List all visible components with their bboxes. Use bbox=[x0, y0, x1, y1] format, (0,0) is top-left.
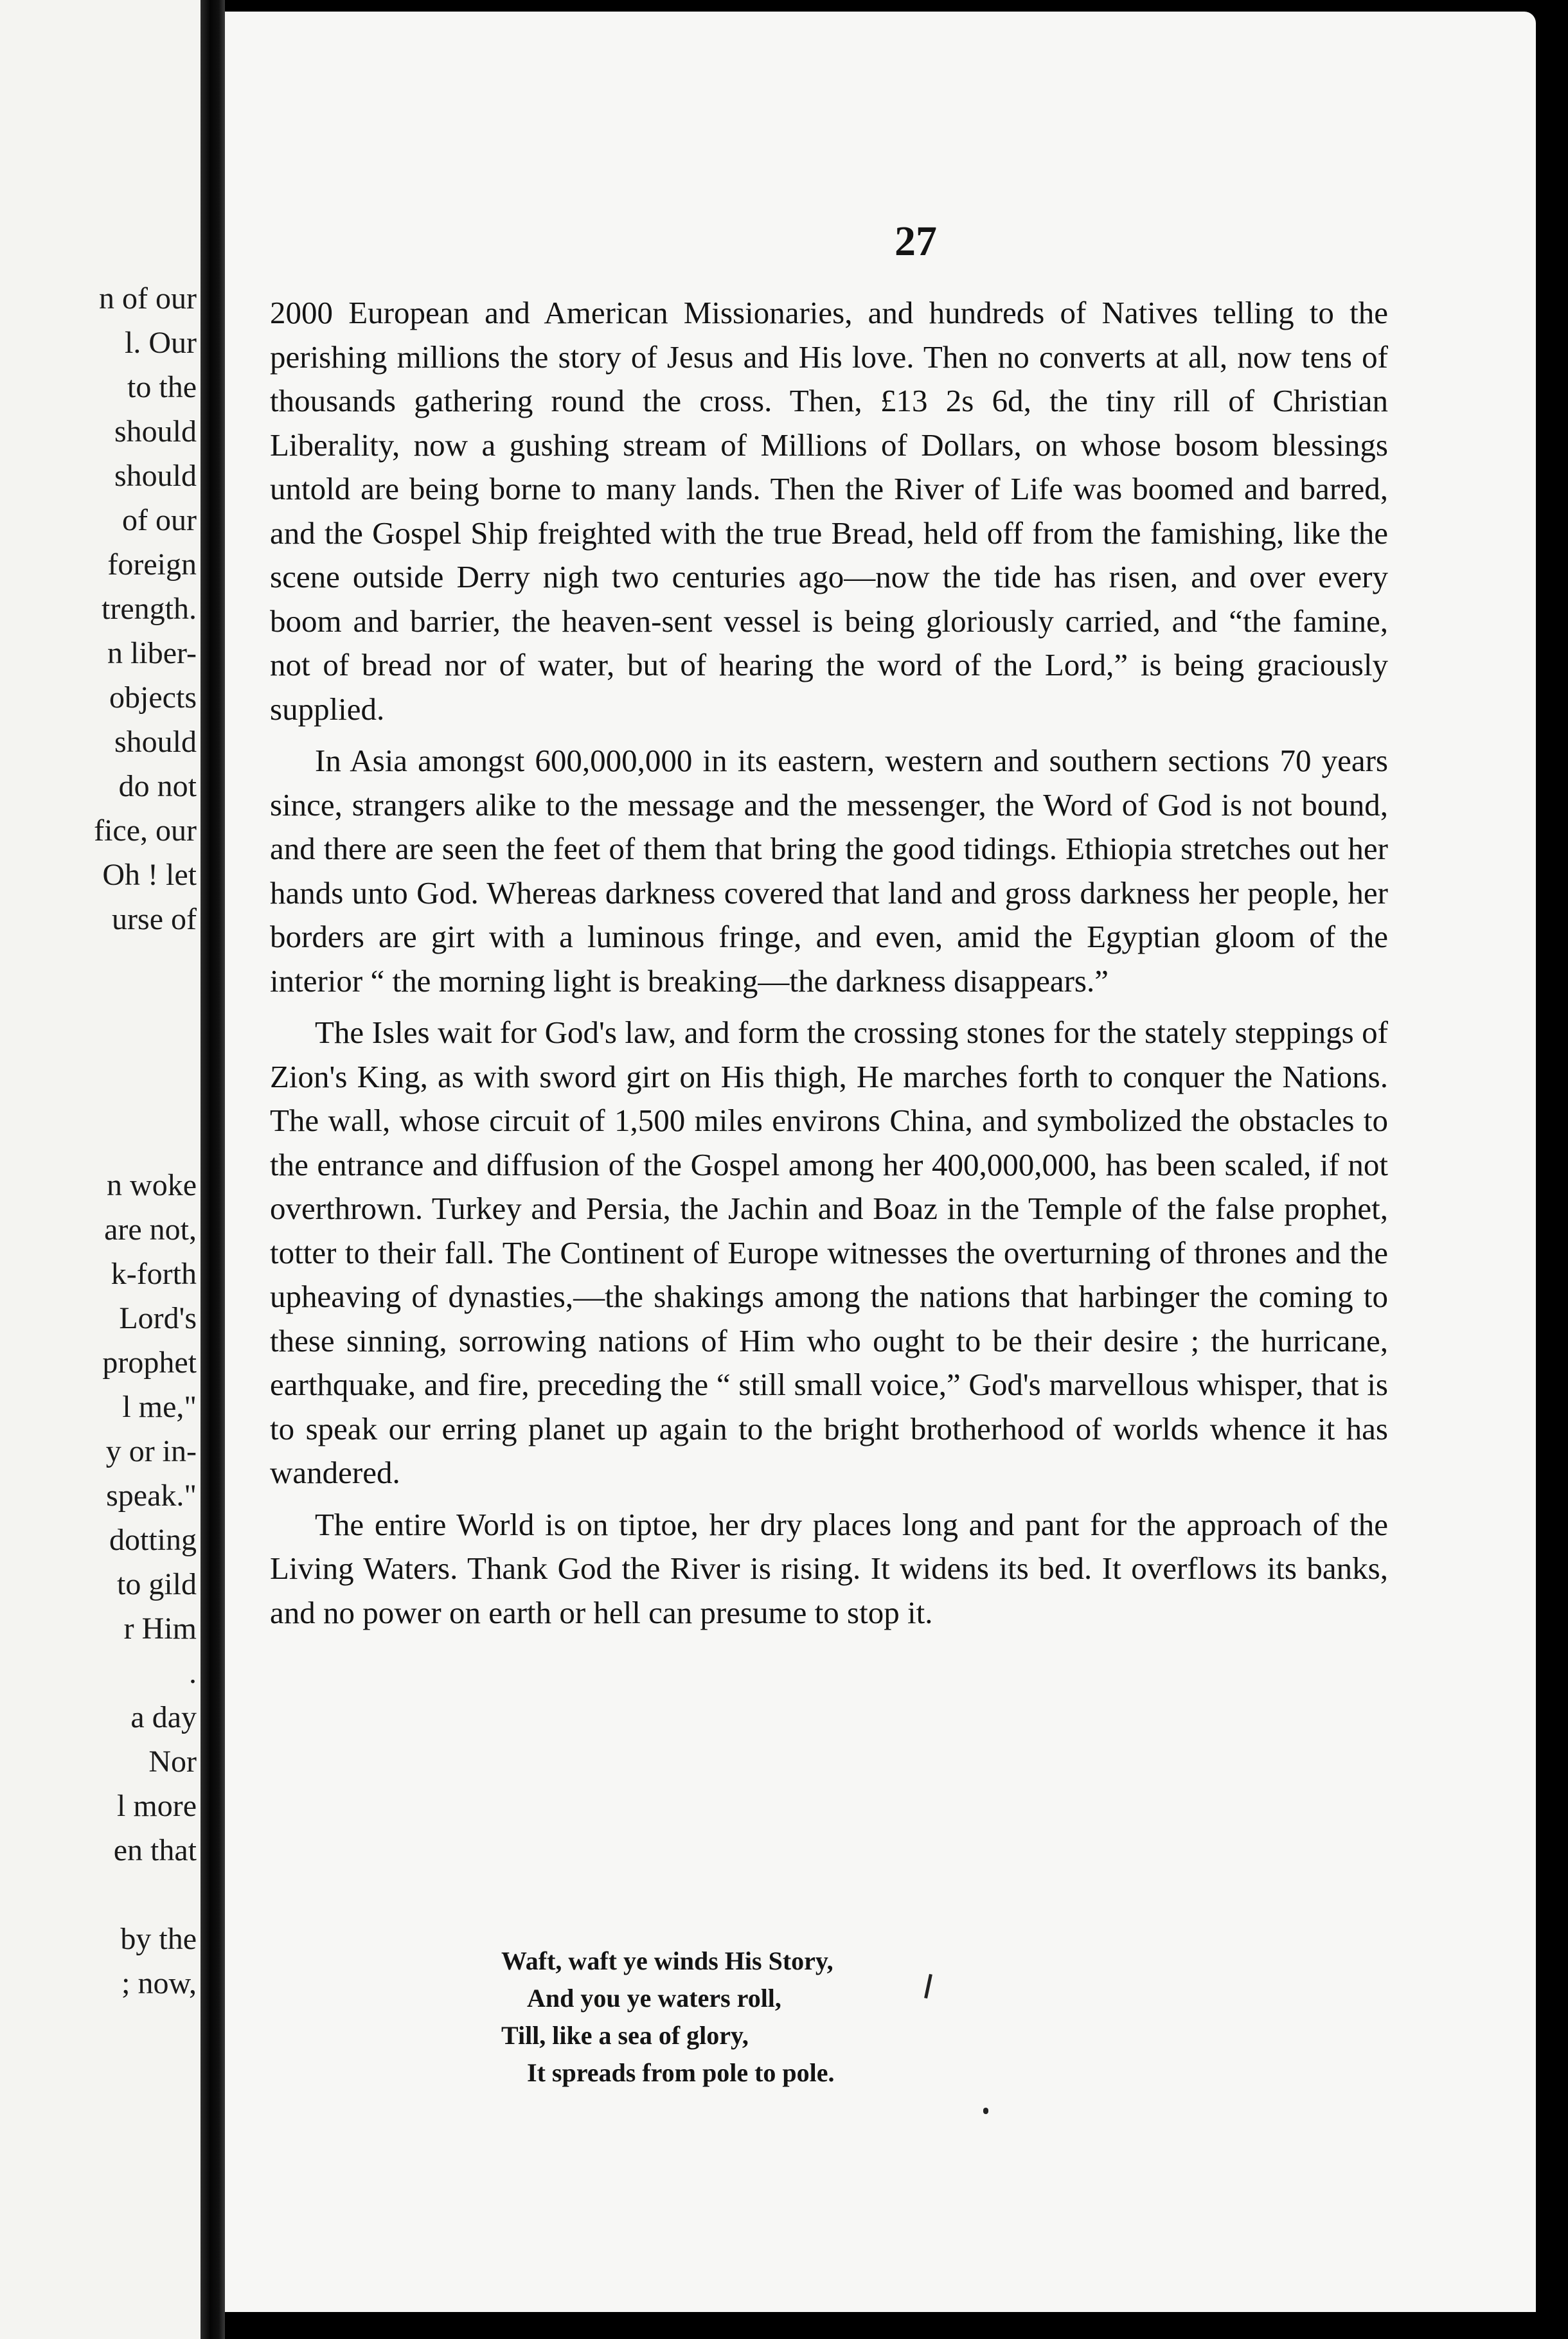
page-number: 27 bbox=[895, 218, 937, 265]
body-text bbox=[270, 291, 1388, 1642]
verse-line: Waft, waft ye winds His Story, bbox=[501, 1946, 833, 1975]
left-fragment-line: a day bbox=[130, 1700, 197, 1734]
left-fragment-line: do not bbox=[118, 769, 197, 803]
left-fragment-line: n of our bbox=[99, 281, 197, 316]
left-facing-page bbox=[0, 0, 200, 2339]
left-fragment-line bbox=[94, 986, 197, 1030]
left-fragment-line: prophet bbox=[102, 1346, 197, 1380]
left-fragment-line bbox=[94, 1119, 197, 1163]
left-fragment-line: of our bbox=[122, 503, 197, 537]
left-fragment-line: trength. bbox=[102, 592, 197, 626]
left-fragment-line: n liber- bbox=[107, 636, 197, 670]
left-fragment-line: to the bbox=[127, 370, 197, 404]
left-fragment-line: foreign bbox=[107, 547, 197, 582]
left-fragment-line: are not, bbox=[104, 1213, 197, 1247]
verse-line: Till, like a sea of glory, bbox=[501, 2021, 749, 2050]
left-fragment-line: Oh ! let bbox=[102, 858, 197, 892]
left-fragment-line: k-forth bbox=[111, 1257, 197, 1291]
paragraph-4: The entire World is on tiptoe, her dry places long and pant for the approach of the Living Waters. Thank God the River is rising. It widens its bed. It overflows its banks, and no power on earth or hell can presume to stop it. bbox=[270, 1506, 1388, 1630]
left-fragment-line: fice, our bbox=[94, 814, 197, 848]
left-fragment-line bbox=[94, 1074, 197, 1119]
left-fragment-line: by the bbox=[120, 1922, 197, 1956]
left-fragment-line: should bbox=[114, 725, 197, 759]
left-fragment-line bbox=[94, 1872, 197, 1917]
left-fragment-line: ; now, bbox=[121, 1966, 197, 2000]
left-fragment-line: en that bbox=[113, 1833, 197, 1867]
left-fragment-line: r Him bbox=[123, 1612, 197, 1646]
verse-line: It spreads from pole to pole. bbox=[527, 2058, 835, 2087]
paragraph-1: 2000 European and American Missionaries, and hundreds of Natives telling to the perishing millions the story of Jesus and His love. Then no converts at all, now tens of thousands gathering round the cross. Then, £13 2s 6d, the tiny rill of Christian Liberality, now a gushing stream of Millions of Dollars, on whose bosom blessings untold are being borne to many lands. Then the River of Life was boomed and barred, and the Gospel Ship freighted with the true Bread, held off from the famishing, like the scene outside Derry nigh two centuries ago—now the tide has risen, and over every boom and barrier, the heaven-sent vessel is being gloriously carried, and “the famine, not of bread nor of water, but of hearing the word of the Lord,” is being graciously supplied. bbox=[270, 295, 1388, 727]
main-page bbox=[225, 12, 1536, 2312]
left-fragment-line: objects bbox=[109, 680, 197, 715]
left-fragment-line: Nor bbox=[148, 1745, 197, 1779]
left-fragment-line: n woke bbox=[107, 1168, 197, 1202]
left-fragment-line bbox=[94, 941, 197, 986]
verse-line: And you ye waters roll, bbox=[527, 1984, 781, 2013]
ink-speck bbox=[983, 2108, 988, 2114]
left-page-text-fragments bbox=[94, 276, 197, 2005]
left-fragment-line bbox=[94, 1030, 197, 1074]
left-fragment-line: should bbox=[114, 459, 197, 493]
ink-mark bbox=[924, 1974, 932, 1998]
paragraph-3: The Isles wait for God's law, and form the crossing stones for the stately steppings of Zion's King, as with sword girt on His thigh, He marches forth to conquer the Nations. The wall, whose circuit of 1,500 miles environs China, and symbolized the obstacles to the entrance and diffusion of the Gospel among her 400,000,000, has been scaled, if not overthrown. Turkey and Persia, the Jachin and Boaz in the Temple of the false prophet, totter to their fall. The Continent of Europe witnesses the overturning of thrones and the upheaving of dynasties,—the shakings among the nations that harbinger the coming to these sinning, sorrowing nations of Him who ought to be their desire ; the hurricane, earthquake, and fire, preceding the “ still small voice,” God's marvellous whisper, that is to speak our erring planet up again to the bright brotherhood of worlds whence it has wandered. bbox=[270, 1015, 1388, 1490]
left-fragment-line: y or in- bbox=[105, 1434, 197, 1468]
left-fragment-line: urse of bbox=[112, 902, 197, 936]
left-fragment-line: Lord's bbox=[119, 1301, 197, 1335]
left-fragment-line: speak." bbox=[106, 1479, 197, 1513]
left-fragment-line: to gild bbox=[116, 1567, 197, 1601]
left-fragment-line: l more bbox=[117, 1789, 197, 1823]
book-gutter bbox=[200, 0, 225, 2339]
left-fragment-line: should bbox=[114, 414, 197, 449]
paragraph-2: In Asia amongst 600,000,000 in its eastern, western and southern sections 70 years since, strangers alike to the message and the messenger, the Word of God is not bound, and there are seen the feet of them that bring the good tidings. Ethiopia stretches out her hands unto God. Whereas darkness covered that land and gross darkness her people, her borders are girt with a luminous fringe, and even, amid the Egyptian gloom of the interior “ the morning light is breaking—the darkness disappears.” bbox=[270, 743, 1388, 999]
closing-verse bbox=[501, 1943, 835, 2092]
left-fragment-line: l me," bbox=[122, 1390, 197, 1424]
left-fragment-line: dotting bbox=[109, 1523, 197, 1557]
left-fragment-line: l. Our bbox=[125, 326, 197, 360]
left-fragment-line: . bbox=[189, 1656, 197, 1690]
